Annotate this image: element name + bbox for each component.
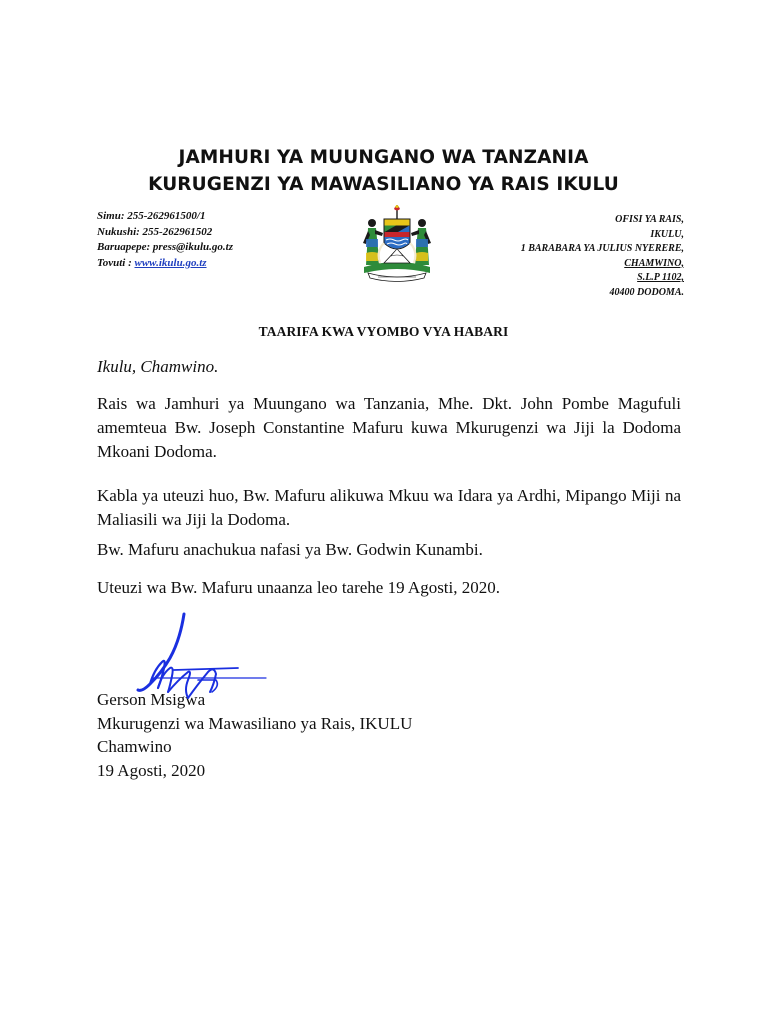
- paragraph-previous-role: Kabla ya uteuzi huo, Bw. Mafuru alikuwa Mkuu wa Idara ya Ardhi, Mipango Miji na Maliasili wa Jiji la Dodoma.: [97, 486, 681, 529]
- contact-info-left: [97, 209, 233, 271]
- fax-number: Nukushi: 255-262961502: [97, 225, 213, 238]
- handwritten-signature-icon: [88, 600, 268, 710]
- signatory-name: Gerson Msigwa: [97, 690, 206, 709]
- address-line-1: OFISI YA RAIS,: [615, 214, 684, 225]
- website-label: Tovuti :: [97, 256, 135, 269]
- email-address: Baruapepe: press@ikulu.go.tz: [97, 241, 233, 253]
- website-link[interactable]: www.ikulu.go.tz: [134, 256, 207, 269]
- signature-date: 19 Agosti, 2020: [97, 760, 206, 780]
- phone-number: Simu: 255-262961500/1: [97, 210, 206, 222]
- press-release-title: TAARIFA KWA VYOMBO VYA HABARI: [258, 324, 509, 339]
- paragraph-replacement: Bw. Mafuru anachukua nafasi ya Bw. Godwin Kunambi.: [97, 540, 483, 559]
- website-line: [97, 256, 233, 272]
- coat-of-arms-icon: [354, 203, 440, 283]
- dateline-place: Ikulu, Chamwino.: [97, 357, 219, 376]
- contact-info-right: [521, 213, 684, 300]
- address-line-2: IKULU,: [650, 228, 684, 240]
- signatory-title: Mkurugenzi wa Mawasiliano ya Rais, IKULU: [97, 713, 413, 733]
- address-line-5: S.L.P 1102,: [637, 272, 684, 283]
- paragraph-appointment: Rais wa Jamhuri ya Muungano wa Tanzania, Mhe. Dkt. John Pombe Magufuli amemteua Bw. Joseph Constantine Mafuru kuwa Mkurugenzi wa Jiji la Dodoma Mkoani Dodoma.: [97, 394, 681, 461]
- address-line-4: CHAMWINO,: [624, 257, 684, 269]
- signatory-location: Chamwino: [97, 737, 172, 756]
- address-line-6: 40400 DODOMA.: [609, 286, 684, 298]
- paragraph-effective-date: Uteuzi wa Bw. Mafuru unaanza leo tarehe 19 Agosti, 2020.: [97, 578, 501, 597]
- address-line-3: 1 BARABARA YA JULIUS NYERERE,: [520, 243, 684, 254]
- header-title-line-1: JAMHURI YA MUUNGANO WA TANZANIA: [178, 147, 589, 168]
- header-title-line-2: KURUGENZI YA MAWASILIANO YA RAIS IKULU: [148, 174, 619, 195]
